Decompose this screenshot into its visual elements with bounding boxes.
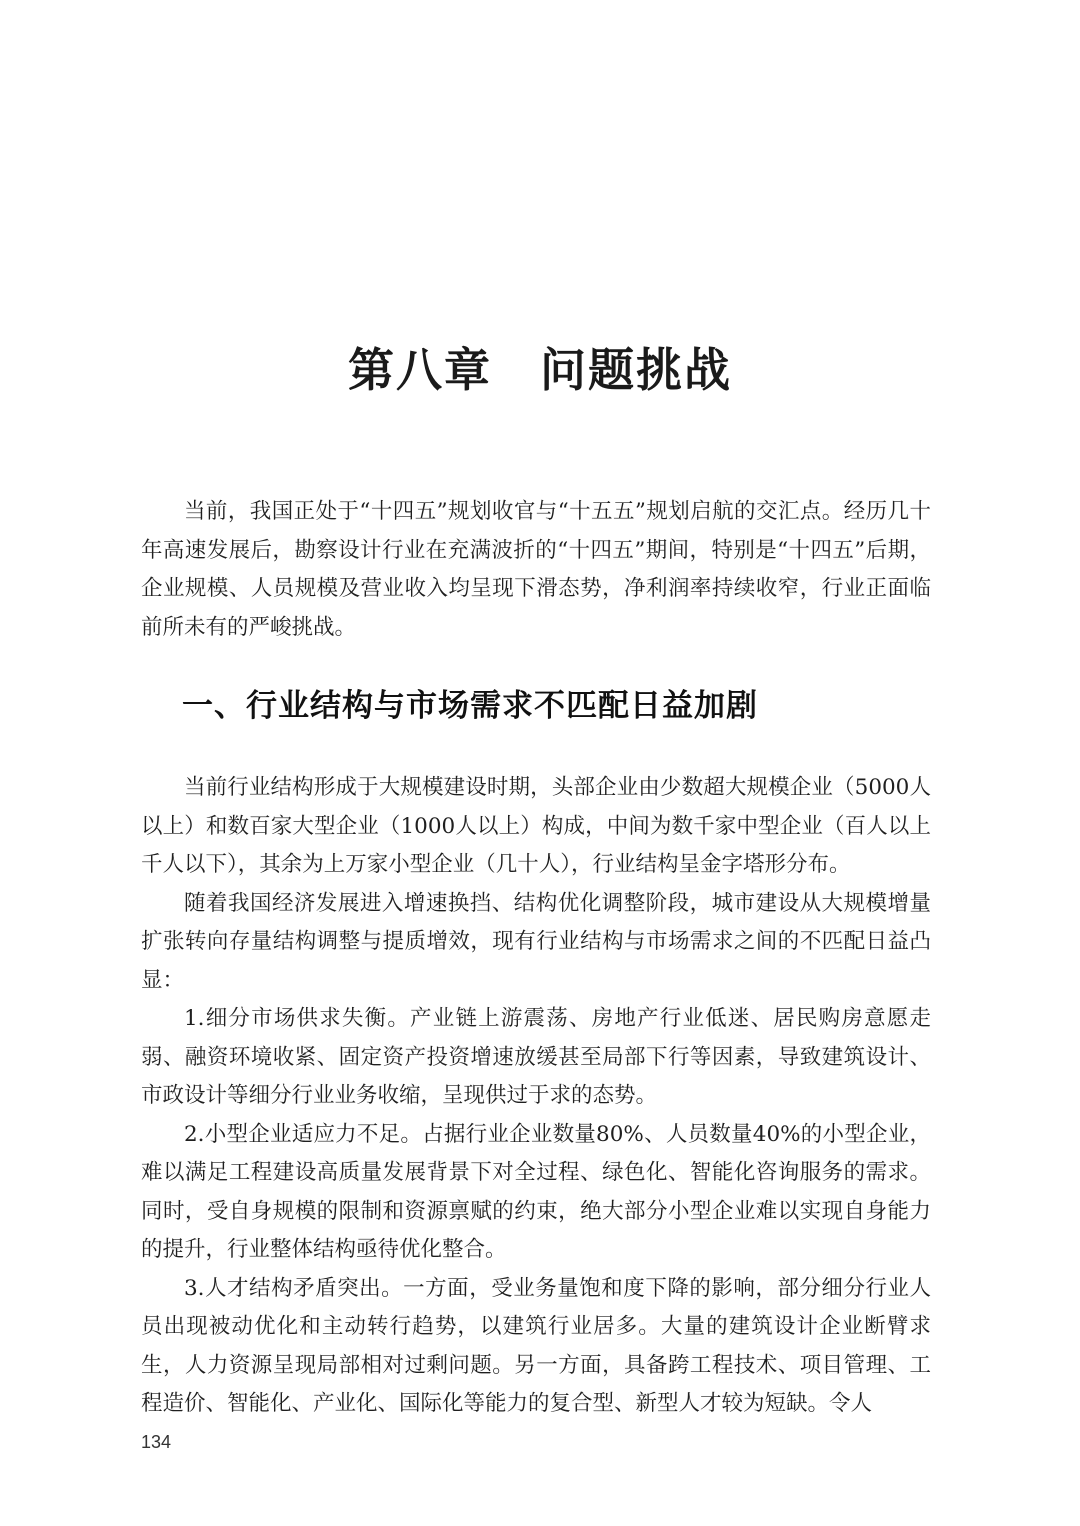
chapter-name: 问题挑战 (540, 343, 732, 397)
section-heading: 一、行业结构与市场需求不匹配日益加剧 (182, 688, 758, 724)
paragraph: 随着我国经济发展进入增速换挡、结构优化调整阶段，城市建设从大规模增量扩张转向存量结构调整与提质增效，现有行业结构与市场需求之间的不匹配日益凸显： (141, 890, 931, 993)
paragraph: 当前行业结构形成于大规模建设时期，头部企业由少数超大规模企业（5000人以上）和数百家大型企业（1000人以上）构成，中间为数千家中型企业（百人以上千人以下），其余为上万家小型企业（几十人），行业结构呈金字塔形分布。 (141, 775, 931, 877)
chapter-title (0, 336, 1080, 404)
intro-paragraph: 当前，我国正处于“十四五”规划收官与“十五五”规划启航的交汇点。经历几十年高速发展后，勘察设计行业在充满波折的“十四五”期间，特别是“十四五”后期，企业规模、人员规模及营业收入均呈现下滑态势，净利润率持续收窄，行业正面临前所未有的严峻挑战。 (141, 499, 931, 640)
intro-text (141, 493, 931, 647)
paragraph: 2.小型企业适应力不足。占据行业企业数量80%、人员数量40%的小型企业，难以满足工程建设高质量发展背景下对全过程、绿色化、智能化咨询服务的需求。同时，受自身规模的限制和资源禀赋的约束，绝大部分小型企业难以实现自身能力的提升，行业整体结构亟待优化整合。 (141, 1121, 931, 1262)
chapter-number: 第八章 (348, 343, 492, 397)
section-body (141, 769, 931, 1424)
page-number: 134 (141, 1432, 172, 1452)
paragraph: 1.细分市场供求失衡。产业链上游震荡、房地产行业低迷、居民购房意愿走弱、融资环境收紧、固定资产投资增速放缓甚至局部下行等因素，导致建筑设计、市政设计等细分行业业务收缩，呈现供过于求的态势。 (141, 1006, 931, 1108)
paragraph: 3.人才结构矛盾突出。一方面，受业务量饱和度下降的影响，部分细分行业人员出现被动优化和主动转行趋势，以建筑行业居多。大量的建筑设计企业断臂求生，人力资源呈现局部相对过剩问题。另一方面，具备跨工程技术、项目管理、工程造价、智能化、产业化、国际化等能力的复合型、新型人才较为短缺。令人 (141, 1275, 931, 1416)
